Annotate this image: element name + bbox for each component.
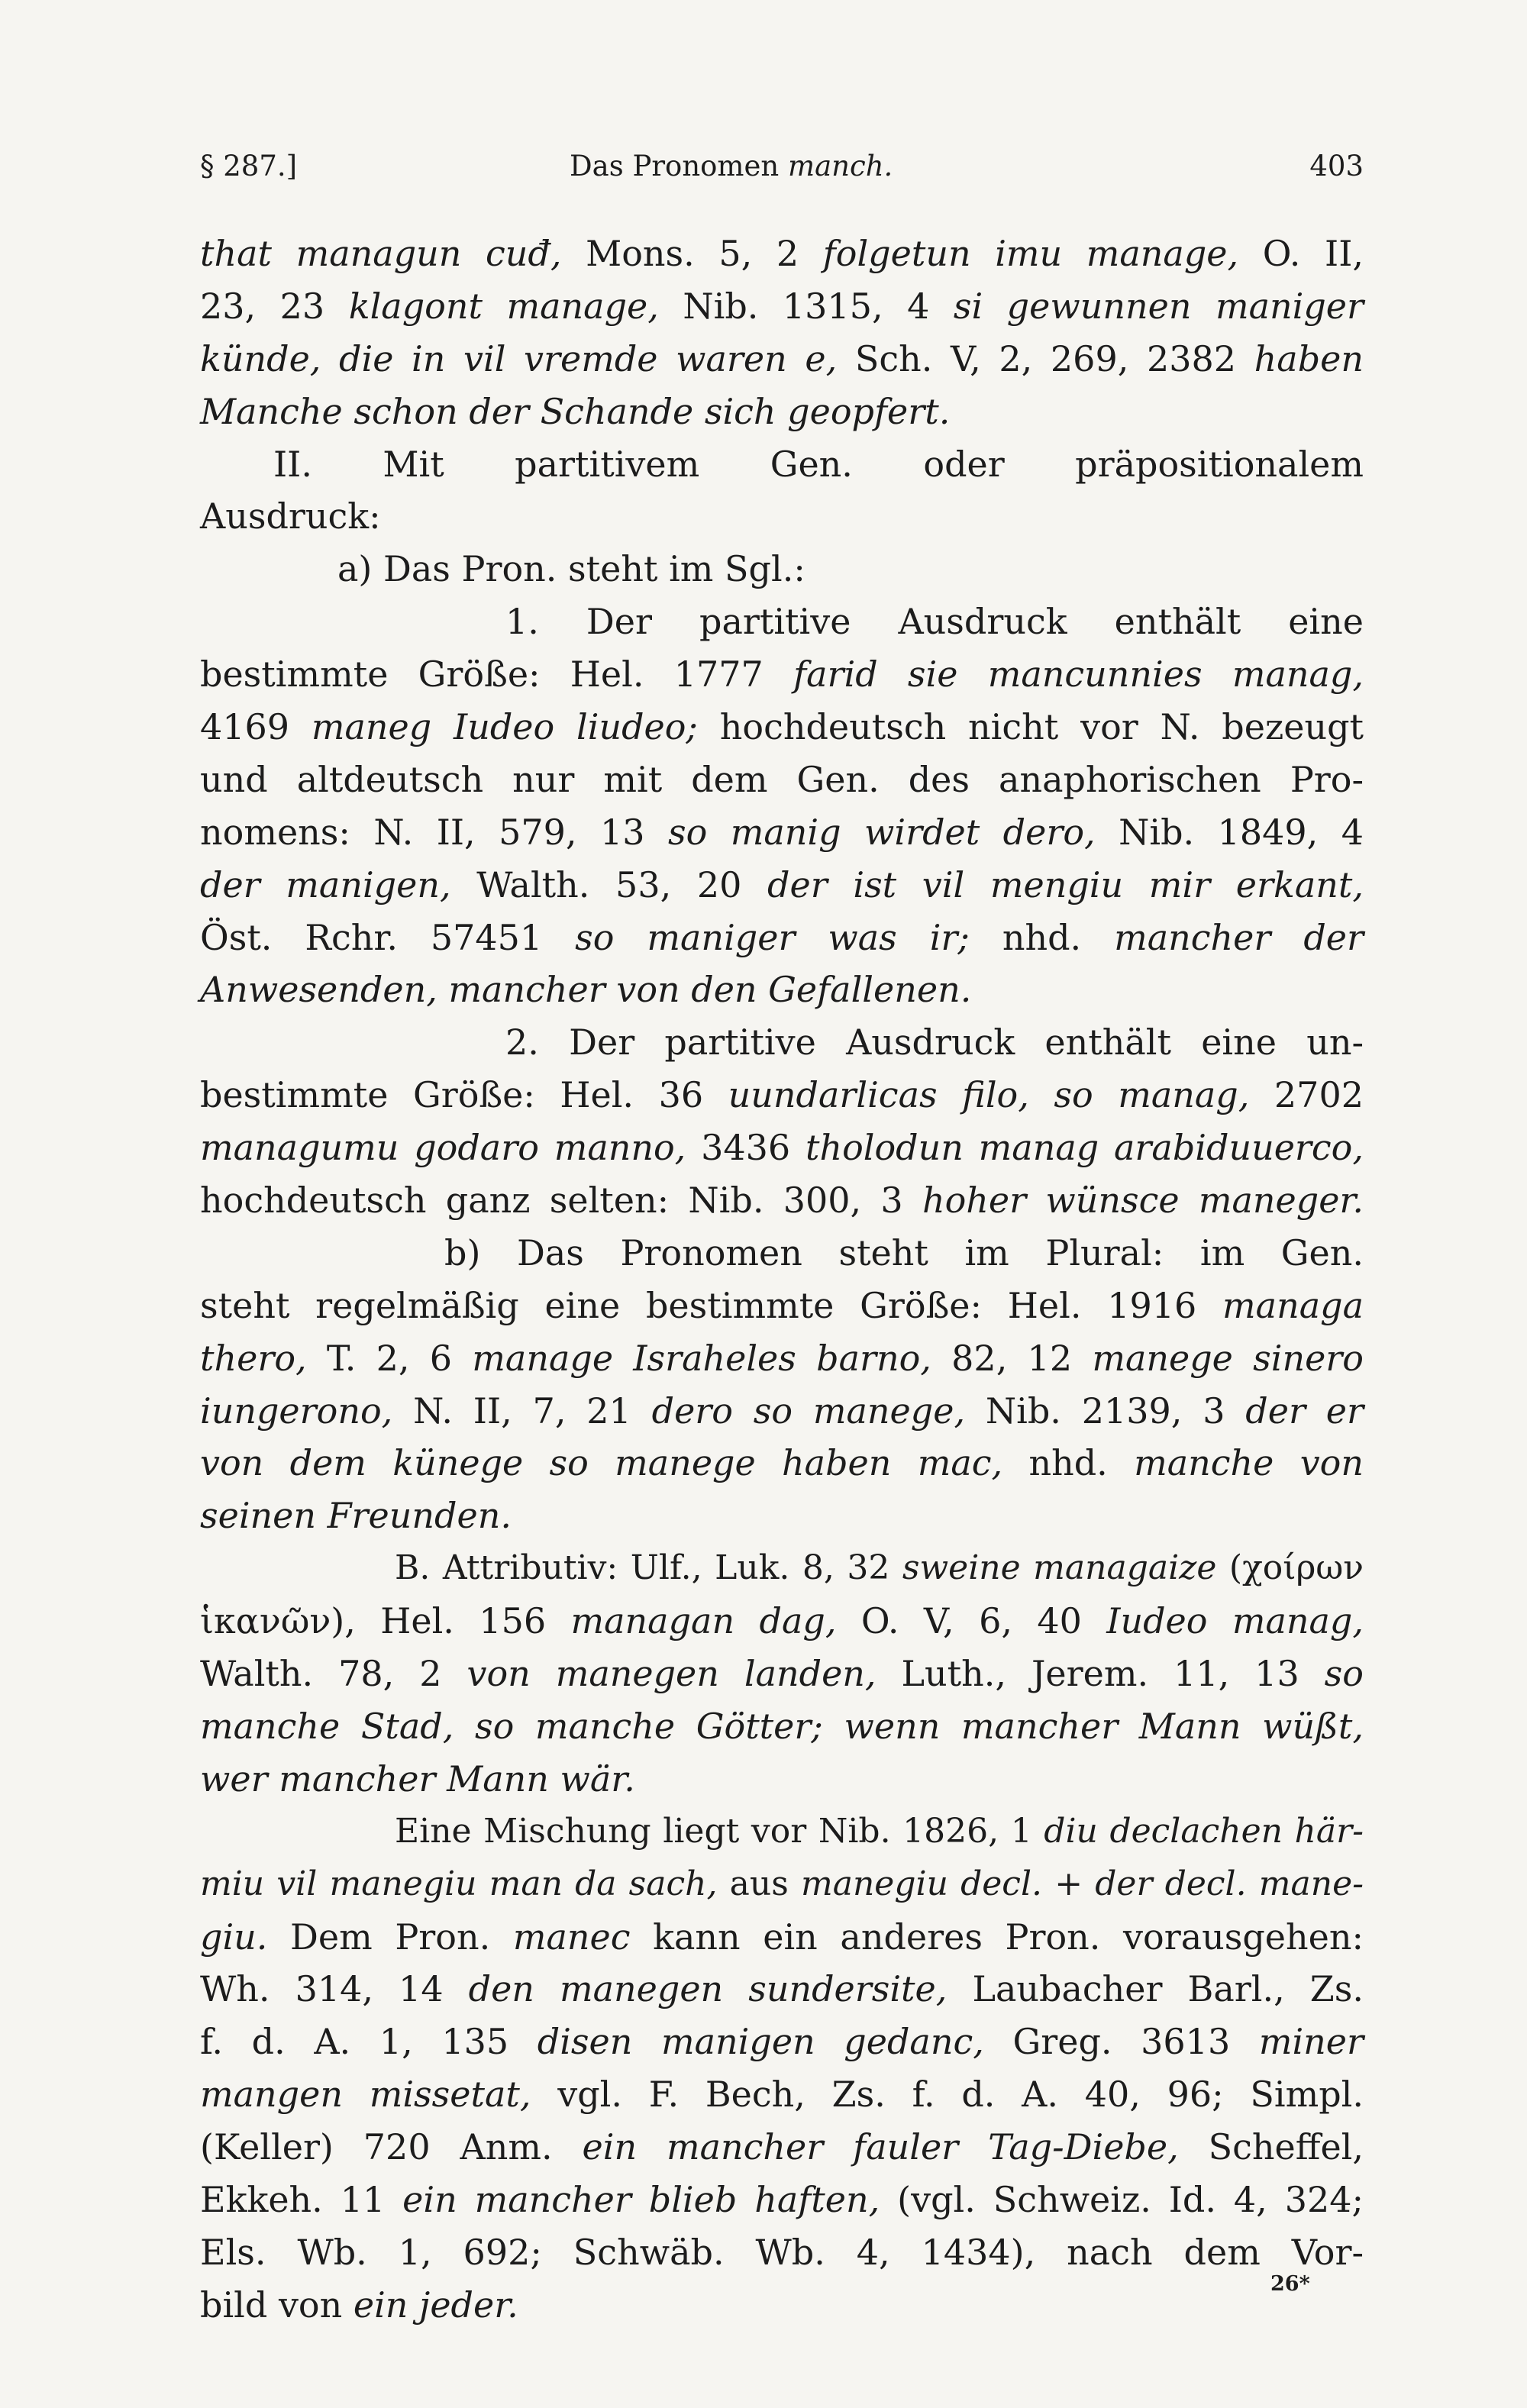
- italic-run: den manegen sundersite,: [468, 1968, 948, 2010]
- page-number: 403: [1309, 150, 1364, 182]
- italic-run: that managun cuđ,: [200, 233, 562, 274]
- text-run: (vgl. Schweiz. Id. 4, 324;: [880, 2178, 1364, 2220]
- text-run: Walth. 78, 2: [200, 1653, 467, 1695]
- text-line: [200, 2121, 1364, 2174]
- italic-run: der manigen,: [200, 863, 451, 905]
- text-line: [200, 964, 1364, 1016]
- italic-run: manegiu decl.: [801, 1864, 1043, 1903]
- italic-run: haben: [1254, 337, 1364, 379]
- text-run: (Keller) 720 Anm.: [200, 2126, 583, 2168]
- italic-run: mangen missetat,: [200, 2074, 531, 2116]
- italic-run: von dem künege so manege haben mac,: [200, 1442, 1003, 1484]
- text-run: f. d. A. 1, 135: [200, 2021, 538, 2063]
- italic-run: so: [1324, 1653, 1364, 1695]
- italic-run: manche Stad, so manche Götter; wenn mancher Mann wüßt,: [200, 1705, 1364, 1747]
- italic-run: Manche schon der Schande sich geopfert.: [200, 390, 951, 432]
- text-line: [200, 280, 1364, 333]
- text-run: +: [1042, 1864, 1096, 1903]
- text-run: Wh. 314, 14: [200, 1968, 469, 2010]
- text-line: [200, 1700, 1364, 1753]
- text-line: [200, 333, 1364, 386]
- italic-run: der ist vil mengiu mir erkant,: [767, 863, 1364, 905]
- text-line: [200, 596, 1364, 648]
- text-line: [200, 1016, 1364, 1069]
- text-run: Walth. 53, 20: [450, 863, 768, 905]
- text-run: aus: [717, 1864, 801, 1903]
- text-line: [200, 1542, 1364, 1595]
- text-run: 23, 23: [200, 285, 349, 327]
- italic-run: seinen Freunden.: [200, 1495, 512, 1537]
- italic-run: maneg Iudeo liudeo;: [311, 706, 698, 748]
- italic-run: manche von: [1134, 1442, 1364, 1484]
- italic-run: disen manigen gedanc,: [537, 2021, 984, 2063]
- italic-run: Iudeo manag,: [1106, 1600, 1364, 1642]
- text-line: [200, 2174, 1364, 2226]
- text-run: (χοίρων: [1216, 1548, 1364, 1588]
- text-line: [200, 1122, 1364, 1174]
- italic-run: iungerono,: [200, 1390, 393, 1432]
- text-run: Öst. Rchr. 57451: [200, 916, 576, 958]
- italic-run: giu.: [200, 1916, 268, 1958]
- text-run: 2. Der partitive Ausdruck enthält eine un-: [505, 1022, 1364, 1064]
- text-run: Eine Mischung liegt vor Nib. 1826, 1: [395, 1811, 1044, 1851]
- italic-run: der decl. mane-: [1095, 1864, 1364, 1903]
- italic-run: tholodun manag arabiduuerco,: [805, 1127, 1364, 1169]
- text-line: [200, 2226, 1364, 2279]
- italic-run: thero,: [200, 1337, 307, 1379]
- text-line: [200, 386, 1364, 438]
- text-line: [200, 2068, 1364, 2121]
- text-line: [200, 1332, 1364, 1385]
- italic-run: ein jeder.: [353, 2284, 518, 2326]
- text-line: [200, 2279, 1364, 2332]
- text-run: Scheffel,: [1178, 2126, 1364, 2168]
- text-run: nhd.: [969, 916, 1115, 958]
- text-run: T. 2, 6: [306, 1337, 473, 1379]
- running-header: [200, 144, 1364, 189]
- italic-run: managumu godaro manno,: [200, 1127, 686, 1169]
- text-line: [200, 1280, 1364, 1332]
- text-line: [200, 1963, 1364, 2016]
- text-run: und altdeutsch nur mit dem Gen. des anaphorischen Pro-: [200, 758, 1364, 800]
- text-line: [200, 648, 1364, 701]
- italic-run: der er: [1245, 1390, 1364, 1432]
- text-run: 1. Der partitive Ausdruck enthält eine: [505, 601, 1364, 643]
- text-run: 82, 12: [931, 1337, 1093, 1379]
- text-run: vgl. F. Bech, Zs. f. d. A. 40, 96; Simpl.: [531, 2074, 1364, 2116]
- text-run: N. II, 7, 21: [392, 1390, 652, 1432]
- italic-run: diu declachen här-: [1044, 1811, 1364, 1851]
- text-run: Sch. V, 2, 269, 2382: [837, 337, 1254, 379]
- italic-run: von manegen landen,: [466, 1653, 876, 1695]
- text-line: [200, 1911, 1364, 1964]
- text-line: [200, 859, 1364, 912]
- text-run: bestimmte Größe: Hel. 36: [200, 1074, 728, 1116]
- italic-run: uundarlicas filo, so manag,: [728, 1074, 1250, 1116]
- italic-run: so maniger was ir;: [575, 916, 970, 958]
- text-run: Els. Wb. 1, 692; Schwäb. Wb. 4, 1434), nach dem Vor-: [200, 2231, 1364, 2273]
- italic-run: managa: [1222, 1284, 1364, 1326]
- text-line: [200, 1595, 1364, 1648]
- text-run: steht regelmäßig eine bestimmte Größe: Hel. 1916: [200, 1284, 1223, 1326]
- text-line: [200, 1858, 1364, 1911]
- italic-run: manec: [512, 1916, 631, 1958]
- text-run: Nib. 2139, 3: [965, 1390, 1246, 1432]
- text-run: Laubacher Barl., Zs.: [947, 1968, 1364, 2010]
- text-line: [200, 1437, 1364, 1490]
- italic-run: ein mancher fauler Tag-Diebe,: [582, 2126, 1179, 2168]
- text-run: 3436: [686, 1127, 805, 1169]
- italic-run: manege sinero: [1092, 1337, 1364, 1379]
- text-run: O. II,: [1238, 233, 1364, 274]
- italic-run: klagont manage,: [348, 285, 659, 327]
- text-run: Mons. 5, 2: [561, 233, 823, 274]
- text-run: hochdeutsch nicht vor N. bezeugt: [697, 706, 1364, 748]
- text-line: [200, 1648, 1364, 1700]
- italic-run: manage Israheles barno,: [472, 1337, 931, 1379]
- text-line: [200, 543, 1364, 596]
- text-run: hochdeutsch ganz selten: Nib. 300, 3: [200, 1180, 922, 1222]
- italic-run: dero so manege,: [651, 1390, 966, 1432]
- text-run: II. Mit partitivem Gen. oder präpositionalem: [273, 443, 1364, 485]
- text-line: [200, 1227, 1364, 1280]
- italic-run: miu vil manegiu man da sach,: [200, 1864, 718, 1903]
- text-line: [200, 701, 1364, 754]
- text-line: [200, 1069, 1364, 1122]
- text-run: 4169: [200, 706, 312, 748]
- italic-run: so manig wirdet dero,: [667, 811, 1096, 853]
- text-line: [200, 228, 1364, 280]
- italic-run: künde, die in vil vremde waren e,: [200, 337, 838, 379]
- text-line: [200, 490, 1364, 543]
- text-run: Greg. 3613: [983, 2021, 1259, 2063]
- text-run: O. V, 6, 40: [836, 1600, 1107, 1642]
- text-run: ἱκανῶν), Hel. 156: [200, 1600, 571, 1642]
- italic-run: folgetun imu manage,: [822, 233, 1239, 274]
- text-run: Ekkeh. 11: [200, 2178, 403, 2220]
- running-title: Das Pronomen manch.: [570, 150, 893, 182]
- text-line: [200, 806, 1364, 859]
- text-run: Luth., Jerem. 11, 13: [876, 1653, 1325, 1695]
- text-run: a) Das Pron. steht im Sgl.:: [337, 548, 805, 590]
- signature-mark: 26*: [1270, 2272, 1310, 2296]
- text-run: Ausdruck:: [200, 495, 381, 537]
- italic-run: miner: [1258, 2021, 1364, 2063]
- text-run: bestimmte Größe: Hel. 1777: [200, 654, 794, 696]
- text-run: Nib. 1849, 4: [1095, 811, 1364, 853]
- italic-run: farid sie mancunnies manag,: [793, 654, 1364, 696]
- italic-run: si gewunnen maniger: [953, 285, 1364, 327]
- italic-run: mancher der: [1114, 916, 1364, 958]
- text-line: [200, 438, 1364, 491]
- text-line: [200, 1490, 1364, 1542]
- text-run: nhd.: [1002, 1442, 1135, 1484]
- text-line: [200, 1753, 1364, 1806]
- text-line: [200, 1385, 1364, 1438]
- text-run: b) Das Pronomen steht im Plural: im Gen.: [444, 1231, 1364, 1273]
- body-text: [200, 228, 1364, 2332]
- text-run: Dem Pron.: [267, 1916, 513, 1958]
- italic-run: Anwesenden, mancher von den Gefallenen.: [200, 969, 972, 1011]
- text-line: [200, 1806, 1364, 1858]
- italic-run: managan dag,: [570, 1600, 837, 1642]
- text-line: [200, 754, 1364, 806]
- text-run: Nib. 1315, 4: [658, 285, 954, 327]
- italic-run: ein mancher blieb haften,: [402, 2178, 880, 2220]
- text-run: nomens: N. II, 579, 13: [200, 811, 668, 853]
- italic-run: wer mancher Mann wär.: [200, 1758, 635, 1800]
- text-run: kann ein anderes Pron. vorausgehen:: [630, 1916, 1364, 1958]
- text-line: [200, 1174, 1364, 1227]
- italic-run: hoher wünsce maneger.: [922, 1180, 1364, 1222]
- text-run: bild von: [200, 2284, 354, 2326]
- section-number: § 287.]: [200, 150, 298, 182]
- text-run: B. Attributiv: Ulf., Luk. 8, 32: [395, 1548, 902, 1588]
- text-line: [200, 2016, 1364, 2068]
- italic-run: sweine managaize: [902, 1548, 1217, 1588]
- text-run: 2702: [1249, 1074, 1364, 1116]
- text-line: [200, 912, 1364, 964]
